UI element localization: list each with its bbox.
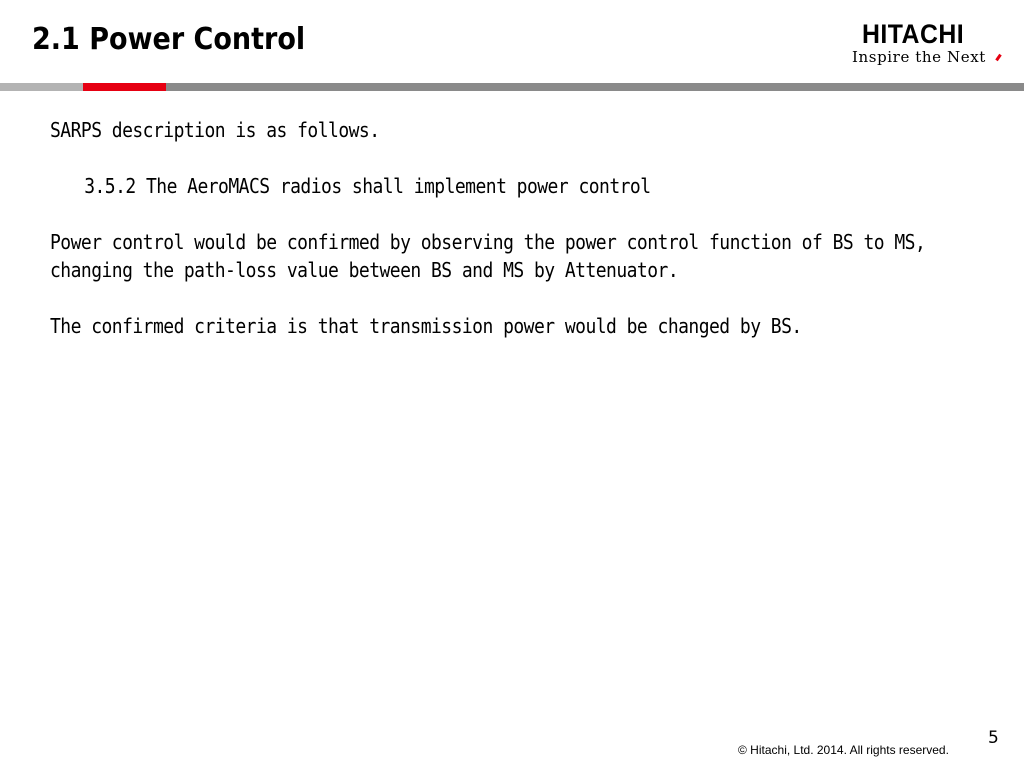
paragraph-1-line-1: Power control would be confirmed by observing the power control function of BS to MS, <box>50 230 926 254</box>
logo-wordmark: HITACHI <box>862 19 965 49</box>
intro-text: SARPS description is as follows. <box>50 118 380 142</box>
paragraph-2: The confirmed criteria is that transmission power would be changed by BS. <box>50 314 802 338</box>
slide-body <box>50 116 1020 340</box>
requirement-text: 3.5.2 The AeroMACS radios shall implement power control <box>84 174 651 198</box>
logo-accent-mark <box>995 54 1001 61</box>
logo-tagline-text: Inspire the Next <box>852 48 986 66</box>
page-number: 5 <box>988 728 999 748</box>
hitachi-logo <box>852 20 1012 66</box>
logo-tagline <box>852 48 1012 66</box>
header-divider-left-segment <box>0 83 83 91</box>
copyright-notice: © Hitachi, Ltd. 2014. All rights reserved. <box>738 743 949 757</box>
header-divider-red-segment <box>83 83 166 91</box>
paragraph-1-line-2: changing the path-loss value between BS and MS by Attenuator. <box>50 258 679 282</box>
page-title: 2.1 Power Control <box>32 22 306 57</box>
